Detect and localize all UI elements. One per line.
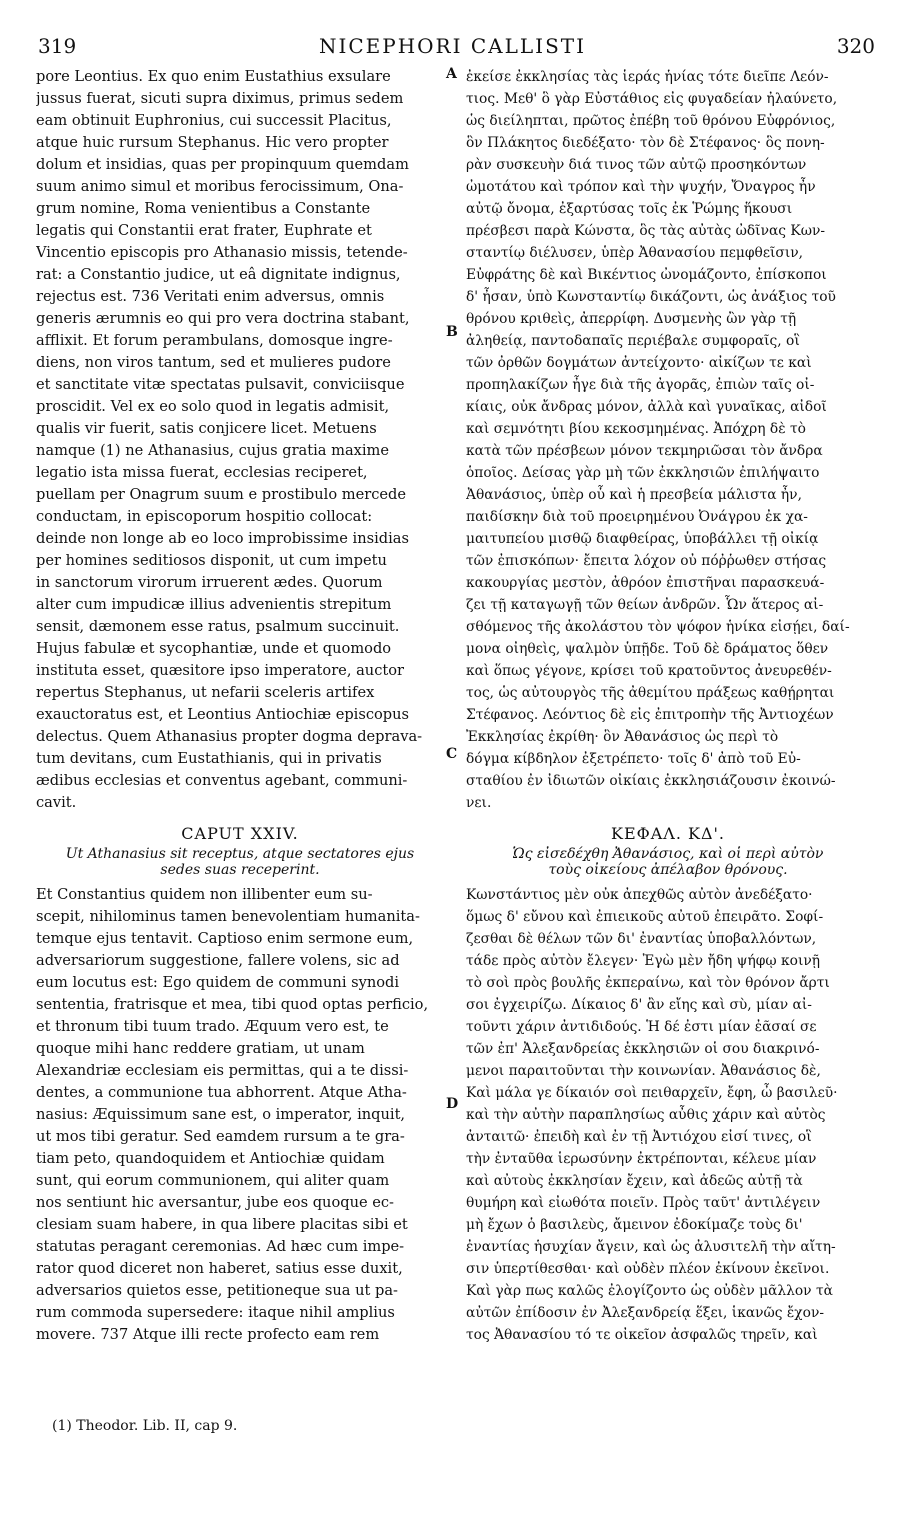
greek-text-bottom: [466, 884, 870, 1346]
text-line: Ἀθανάσιος, ὑπὲρ οὗ καὶ ἡ πρεσβεία μάλιστα ἦν,: [466, 487, 802, 503]
text-line: et thronum tibi tuum trado. Æquum vero est, te: [36, 1018, 389, 1035]
text-line: τῶν ἐπ' Ἀλεξανδρείας ἐκκλησιῶν οἱ σου διακρινό-: [466, 1041, 820, 1057]
text-line: σθόμενος τῆς ἀκολάστου τὸν ψόφον ἡνίκα εἰσῄει, δαί-: [466, 619, 850, 635]
text-line: καὶ τὴν αὐτὴν παραπλησίως αὖθις χάριν καὶ αὐτὸς: [466, 1107, 826, 1123]
margin-letter-c: C: [446, 746, 458, 762]
greek-chapter-subtitle-1: Ὡς εἰσεδέχθη Ἀθανάσιος, καὶ οἱ περὶ αὐτὸν: [512, 846, 824, 862]
text-line: αὐτῷ ὄνομα, ἐξαρτύσας τοῖς ἐκ Ῥώμης ἥκουσι: [466, 201, 793, 217]
text-line: diens, non viros tantum, sed et mulieres pudore: [36, 354, 391, 371]
text-line: Στέφανος. Λεόντιος δὲ εἰς ἐπιτροπὴν τῆς Ἀντιοχέων: [466, 707, 834, 723]
text-line: τιος. Μεθ' ὃ γὰρ Εὐστάθιος εἰς φυγαδείαν ἠλαύνετο,: [466, 91, 838, 107]
text-line: repertus Stephanus, ut nefarii sceleris artifex: [36, 684, 375, 701]
text-line: rum commoda supersedere: itaque nihil amplius: [36, 1304, 395, 1321]
text-line: ἐκείσε ἐκκλησίας τὰς ἱεράς ἡνίας τότε διεῖπε Λεόν-: [466, 69, 829, 85]
text-line: temque ejus tentavit. Captioso enim sermone eum,: [36, 930, 414, 947]
text-line: scepit, nihilominus tamen benevolentiam humanita-: [36, 908, 420, 925]
text-line: τάδε πρὸς αὐτὸν ἔλεγεν· Ἐγὼ μὲν ἤδη ψήφῳ κοινῇ: [466, 953, 821, 969]
text-line: clesiam suam habere, in qua libere placitas sibi et: [36, 1216, 408, 1233]
text-line: adversariorum suggestione, fallere volens, sic ad: [36, 952, 400, 969]
latin-text-bottom: [36, 884, 444, 1346]
text-line: σταντίῳ διέλυσεν, ὑπὲρ Ἀθανασίου πεμφθεῖσιν,: [466, 245, 804, 261]
text-line: suum animo simul et moribus ferocissimum, Ona-: [36, 178, 404, 195]
greek-column: [466, 66, 870, 1346]
text-line: κατὰ τῶν πρέσβεων μόνον τεκμηριῶσαι τὸν ἄνδρα: [466, 443, 823, 459]
text-line: ὁποῖος. Δείσας γὰρ μὴ τῶν ἐκκλησιῶν ἐπιλήψαιτο: [466, 465, 820, 481]
latin-chapter-heading: CAPUT XXIV.: [181, 824, 299, 843]
text-line: ζει τῇ καταγωγῇ τῶν θείων ἀνδρῶν. Ὧν ἅτερος αἰ-: [466, 597, 824, 613]
text-line: Κωνστάντιος μὲν οὐκ ἀπεχθῶς αὐτὸν ἀνεδέξατο·: [466, 887, 813, 903]
text-line: ædibus ecclesias et conventus agebant, communi-: [36, 772, 408, 789]
text-line: ὃν Πλάκητος διεδέξατο· τὸν δὲ Στέφανος· ὃς πονη-: [466, 135, 825, 151]
text-line: θρόνου κριθεὶς, ἀπερρίφη. Δυσμενὴς ὢν γὰρ τῇ: [466, 311, 797, 327]
text-line: Hujus fabulæ et sycophantiæ, unde et quomodo: [36, 640, 392, 657]
text-line: δ' ἦσαν, ὑπὸ Κωνσταντίῳ δικάζοντι, ὡς ἀνάξιος τοῦ: [466, 289, 836, 305]
text-line: exauctoratus est, et Leontius Antiochiæ episcopus: [36, 706, 410, 723]
text-line: Alexandriæ ecclesiam eis permittas, qui a te dissi-: [36, 1062, 409, 1079]
text-line: movere. 737 Atque illi recte profecto eam rem: [36, 1326, 380, 1343]
text-line: τὴν ἐνταῦθα ἱερωσύνην ἐκτρέπονται, κέλευε μίαν: [466, 1151, 817, 1167]
margin-letter-a: A: [446, 66, 457, 82]
text-line: et sanctitate vitæ spectatas pulsavit, conviciisque: [36, 376, 405, 393]
text-line: καὶ ὅπως γέγονε, κρίσει τοῦ κρατοῦντος ἀνευρεθέν-: [466, 663, 832, 679]
text-line: καὶ αὐτοὺς ἐκκλησίαν ἔχειν, καὶ ἀδεῶς αὐτῇ τὰ: [466, 1173, 803, 1189]
text-line: proscidit. Vel ex eo solo quod in legatis admisit,: [36, 398, 390, 415]
text-line: ἐναντίας ἡσυχίαν ἄγειν, καὶ ὡς ἀλυσιτελῆ τὴν αἴτη-: [466, 1239, 836, 1255]
text-line: παιδίσκην διὰ τοῦ προειρημένου Ὀνάγρου ἐκ χα-: [466, 509, 808, 525]
text-line: tiam peto, quandoquidem et Antiochiæ quidam: [36, 1150, 385, 1167]
text-line: rator quod diceret non haberet, satius esse duxit,: [36, 1260, 403, 1277]
text-line: ὅμως δ' εὔνου καὶ ἐπιεικοῦς αὐτοῦ ἐπειρᾶτο. Σοφί-: [466, 909, 824, 925]
text-line: dentes, a communione tua abhorrent. Atque Atha-: [36, 1084, 407, 1101]
latin-chapter-subtitle-1: Ut Athanasius sit receptus, atque sectatores ejus: [65, 846, 415, 862]
text-line: προπηλακίζων ἦγε διὰ τῆς ἀγορᾶς, ἐπιὼν ταῖς οἰ-: [466, 377, 815, 393]
text-line: Καὶ μάλα γε δίκαιόν σοὶ πειθαρχεῖν, ἔφη, ὦ βασιλεῦ·: [466, 1085, 838, 1101]
text-line: τὸ σοὶ πρὸς βουλῆς ἐκπεραίνω, καὶ τὸν θρόνον ἄρτι: [466, 975, 830, 991]
text-line: eam obtinuit Euphronius, cui successit Placitus,: [36, 112, 392, 129]
text-line: τος, ὡς αὐτουργὸς τῆς ἀθεμίτου πράξεως καθῄρηται: [466, 685, 835, 701]
text-line: rat: a Constantio judice, ut eâ dignitate indignus,: [36, 266, 401, 283]
text-line: alter cum impudicæ illius advenientis strepitum: [36, 596, 392, 613]
text-line: legatio ista missa fuerat, ecclesias reciperet,: [36, 464, 368, 481]
text-line: κίαις, οὐκ ἄνδρας μόνον, ἀλλὰ καὶ γυναῖκας, αἰδοῖ: [466, 399, 827, 415]
text-line: θυμήρη καὶ εἰωθότα ποιεῖν. Πρὸς ταῦτ' ἀντιλέγειν: [466, 1195, 821, 1211]
text-line: nos sentiunt hic aversantur, jube eos quoque ec-: [36, 1194, 394, 1211]
page-header: [30, 30, 875, 66]
text-line: τος Ἀθανασίου τό τε οἰκεῖον ἀσφαλῶς τηρεῖν, καὶ: [466, 1327, 818, 1343]
text-line: in sanctorum virorum irruerent ædes. Quorum: [36, 574, 383, 591]
text-line: cavit.: [36, 794, 77, 811]
text-line: νει.: [466, 795, 492, 811]
text-line: τοῦντι χάριν ἀντιδιδούς. Ἡ δέ ἐστι μίαν ἐᾶσαί σε: [466, 1019, 817, 1035]
greek-chapter-heading: ΚΕΦΑΛ. ΚΔ'.: [610, 824, 726, 843]
text-line: pore Leontius. Ex quo enim Eustathius exsulare: [36, 68, 391, 85]
text-line: generis ærumnis eo qui pro vera doctrina stabant,: [36, 310, 410, 327]
text-line: Ἐκκλησίας ἐκρίθη· ὃν Ἀθανάσιος ὡς περὶ τὸ: [466, 729, 779, 745]
text-line: atque huic rursum Stephanus. Hic vero propter: [36, 134, 389, 151]
text-line: ἀνταιτῶ· ἐπειδὴ καὶ ἐν τῇ Ἀντιόχου εἰσί τινες, οἳ: [466, 1129, 812, 1145]
text-line: eum locutus est: Ego quidem de communi synodi: [36, 974, 400, 991]
margin-letter-d: D: [446, 1096, 459, 1112]
text-line: nasius: Æquissimum sane est, o imperator, inquit,: [36, 1106, 406, 1123]
text-line: dolum et insidias, quas per propinquum quemdam: [36, 156, 409, 173]
text-line: τῶν ὀρθῶν δογμάτων ἀντείχοντο· αἰκίζων τε καὶ: [466, 355, 812, 371]
text-line: afflixit. Et forum perambulans, domosque ingre-: [36, 332, 393, 349]
text-line: sententia, fratrisque et mea, tibi quod optas perficio,: [36, 996, 429, 1013]
text-line: adversarios quietos esse, petitioneque sua ut pa-: [36, 1282, 398, 1299]
latin-chapter-subtitle-2: sedes suas receperint.: [160, 862, 320, 878]
text-line: Καὶ γὰρ πως καλῶς ἐλογίζοντο ὡς οὐδὲν μᾶλλον τὰ: [466, 1283, 833, 1299]
text-line: πρέσβεσι παρὰ Κώνστα, ὃς τὰς αὐτὰς ὠδῖνας Κων-: [466, 223, 826, 239]
text-line: deinde non longe ab eo loco improbissime insidias: [36, 530, 409, 547]
text-line: τῶν ἐπισκόπων· ἔπειτα λόχον οὐ πόῤῥωθεν στήσας: [466, 553, 827, 569]
text-line: Et Constantius quidem non illibenter eum su-: [36, 886, 373, 903]
text-line: sunt, qui eorum communionem, qui aliter quam: [36, 1172, 390, 1189]
text-line: σοι ἐγχειρίζω. Δίκαιος δ' ἂν εἴης καὶ σὺ, μίαν αἰ-: [466, 997, 812, 1013]
text-line: conductam, in episcoporum hospitio collocat:: [36, 508, 373, 525]
text-line: ut mos tibi geratur. Sed eamdem rursum a te gra-: [36, 1128, 405, 1145]
text-line: puellam per Onagrum suum e prostibulo mercede: [36, 486, 406, 503]
text-line: δόγμα κίβδηλον ἐξετρέπετο· τοῖς δ' ἀπὸ τοῦ Εὐ-: [466, 751, 801, 767]
margin-letter-b: B: [446, 324, 458, 340]
text-line: μὴ ἔχων ὁ βασιλεὺς, ἄμεινον ἐδοκίμαζε τοὺς δι': [466, 1217, 803, 1233]
text-line: κακουργίας μεστὸν, ἀθρόον ἐπιστῆναι παρασκευά-: [466, 575, 825, 591]
text-line: qualis vir fuerit, satis conjicere licet. Metuens: [36, 420, 377, 437]
text-line: ὡς διείληπται, πρῶτος ἐπέβη τοῦ θρόνου Εὐφρόνιος,: [466, 113, 836, 129]
text-line: delectus. Quem Athanasius propter dogma deprava-: [36, 728, 423, 745]
greek-text-top: [466, 66, 870, 814]
latin-column: [36, 66, 444, 1346]
text-line: σταθίου ἐν ἰδιωτῶν οἰκίαις ἐκκλησιάζουσιν ἐκοινώ-: [466, 773, 836, 789]
text-line: grum nomine, Roma venientibus a Constante: [36, 200, 371, 217]
text-line: μονα οἰηθεὶς, ψαλμὸν ὑπῇδε. Τοῦ δὲ δράματος ὅθεν: [466, 641, 829, 657]
text-line: jussus fuerat, sicuti supra diximus, primus sedem: [36, 90, 404, 107]
text-line: instituta esset, quæsitore ipso imperatore, auctor: [36, 662, 404, 679]
greek-chapter-subtitle-2: τοὺς οἰκείους ἀπέλαβον θρόνους.: [548, 862, 788, 878]
text-line: legatis qui Constantii erat frater, Euphrate et: [36, 222, 372, 239]
text-line: statutas peragant ceremonias. Ad hæc cum impe-: [36, 1238, 405, 1255]
text-line: ἀληθείᾳ, παντοδαπαῖς περιέβαλε συμφοραῖς, οἳ: [466, 333, 800, 349]
text-line: αὐτῶν ἐπίδοσιν ἐν Ἀλεξανδρείᾳ ἕξει, ἱκανῶς ἔχον-: [466, 1305, 825, 1321]
text-line: ὠμοτάτου καὶ τρόπον καὶ τὴν ψυχήν, Ὄναγρος ἦν: [466, 179, 816, 195]
text-line: namque (1) ne Athanasius, cujus gratia maxime: [36, 442, 390, 459]
text-line: καὶ σεμνότητι βίου κεκοσμημένας. Ἀπόχρη δὲ τὸ: [466, 421, 806, 437]
text-line: quoque mihi hanc reddere gratiam, ut unam: [36, 1040, 365, 1057]
running-title: NICEPHORI CALLISTI: [318, 34, 587, 58]
latin-text-top: [36, 66, 444, 814]
text-line: ζεσθαι δὲ θέλων τῶν δι' ἐναντίας ὑποβαλλόντων,: [466, 931, 817, 947]
right-page-number: 320: [836, 34, 875, 58]
footnote: (1) Theodor. Lib. II, cap 9.: [52, 1418, 238, 1434]
text-line: μαιτυπείου μισθῷ διαφθείρας, ὑποβάλλει τῇ οἰκίᾳ: [466, 531, 819, 547]
text-line: σιν ὑπερτίθεσθαι· καὶ οὐδὲν πλέον ἐκίνουν ἐκεῖνοι.: [466, 1261, 830, 1277]
text-line: per homines seditiosos disponit, ut cum impetu: [36, 552, 387, 569]
text-line: μενοι παραιτοῦνται τὴν κοινωνίαν. Ἀθανάσιος δὲ,: [466, 1063, 821, 1079]
text-line: Εὐφράτης δὲ καὶ Βικέντιος ὠνομάζοντο, ἐπίσκοποι: [466, 267, 827, 283]
text-line: ρὰν συσκευὴν διά τινος τῶν αὐτῷ προσηκόντων: [466, 157, 807, 173]
text-line: sensit, dæmonem esse ratus, psalmum succinuit.: [36, 618, 400, 635]
text-line: tum devitans, cum Eustathianis, qui in privatis: [36, 750, 382, 767]
left-page-number: 319: [38, 34, 77, 58]
text-line: Vincentio episcopis pro Athanasio missis, tetende-: [36, 244, 408, 261]
text-line: rejectus est. 736 Veritati enim adversus, omnis: [36, 288, 385, 305]
